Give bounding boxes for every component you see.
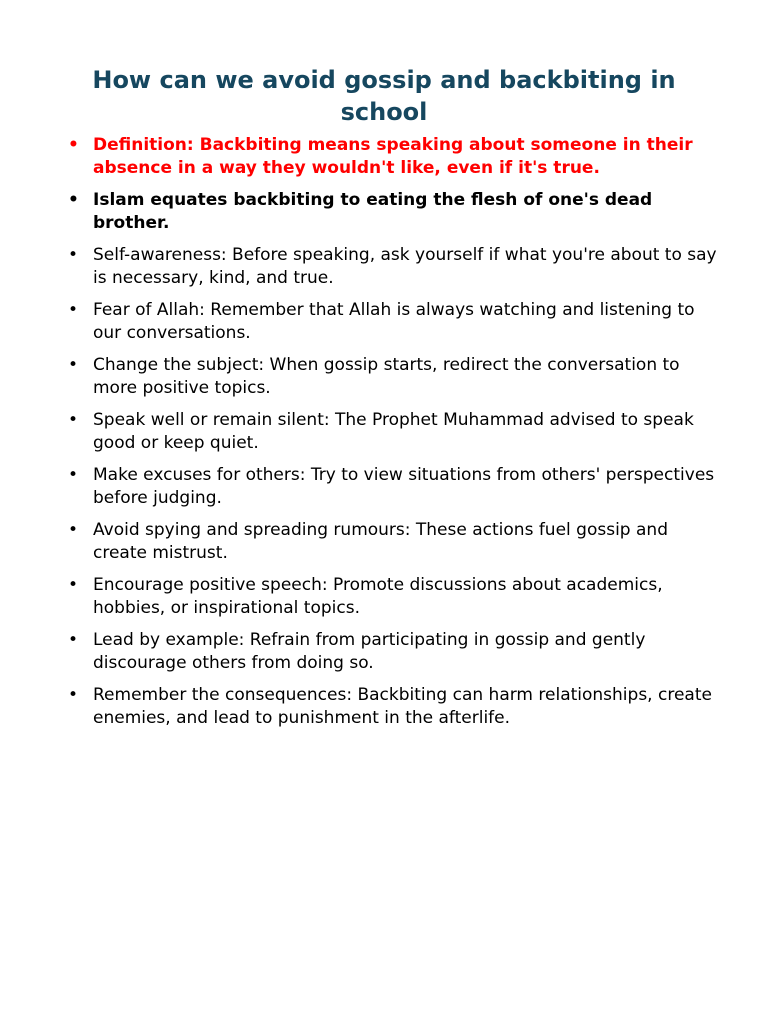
list-item-text: Encourage positive speech: Promote discussions about academics, hobbies, or inspirational topics. xyxy=(93,575,663,618)
bullet-dot-icon: • xyxy=(68,630,79,650)
bullet-dot-icon: • xyxy=(68,520,79,540)
list-item xyxy=(60,684,723,729)
list-item-text: Islam equates backbiting to eating the flesh of one's dead brother. xyxy=(93,190,653,233)
list-item xyxy=(60,519,723,564)
list-item-text: Definition: Backbiting means speaking about someone in their absence in a way they wouldn't like, even if it's true. xyxy=(93,135,693,178)
list-item-text: Change the subject: When gossip starts, redirect the conversation to more positive topics. xyxy=(93,355,680,398)
bullet-dot-icon: • xyxy=(68,685,79,705)
list-item xyxy=(60,574,723,619)
bullet-dot-icon: • xyxy=(68,465,79,485)
list-item xyxy=(60,464,723,509)
list-item xyxy=(60,134,723,179)
list-item-text: Remember the consequences: Backbiting can harm relationships, create enemies, and lead to punishment in the afterlife. xyxy=(93,685,712,728)
page-title: How can we avoid gossip and backbiting in school xyxy=(92,66,676,126)
list-item xyxy=(60,299,723,344)
list-item xyxy=(60,354,723,399)
list-item-text: Self-awareness: Before speaking, ask yourself if what you're about to say is necessary, kind, and true. xyxy=(93,245,717,288)
bullet-dot-icon: • xyxy=(68,245,79,265)
list-item-text: Lead by example: Refrain from participating in gossip and gently discourage others from doing so. xyxy=(93,630,646,673)
list-item xyxy=(60,629,723,674)
bullet-list xyxy=(60,134,720,729)
bullet-dot-icon: • xyxy=(68,575,79,595)
list-item xyxy=(60,189,723,234)
bullet-dot-icon: • xyxy=(68,300,79,320)
list-item-text: Fear of Allah: Remember that Allah is always watching and listening to our conversations. xyxy=(93,300,695,343)
list-item-text: Speak well or remain silent: The Prophet Muhammad advised to speak good or keep quiet. xyxy=(93,410,694,453)
bullet-dot-icon: • xyxy=(68,355,79,375)
list-item-text: Make excuses for others: Try to view situations from others' perspectives before judging. xyxy=(93,465,715,508)
list-item-text: Avoid spying and spreading rumours: These actions fuel gossip and create mistrust. xyxy=(93,520,668,563)
bullet-dot-icon: • xyxy=(68,410,79,430)
bullet-dot-icon: • xyxy=(68,190,79,210)
bullet-dot-icon: • xyxy=(68,135,79,155)
list-item xyxy=(60,409,723,454)
list-item xyxy=(60,244,723,289)
